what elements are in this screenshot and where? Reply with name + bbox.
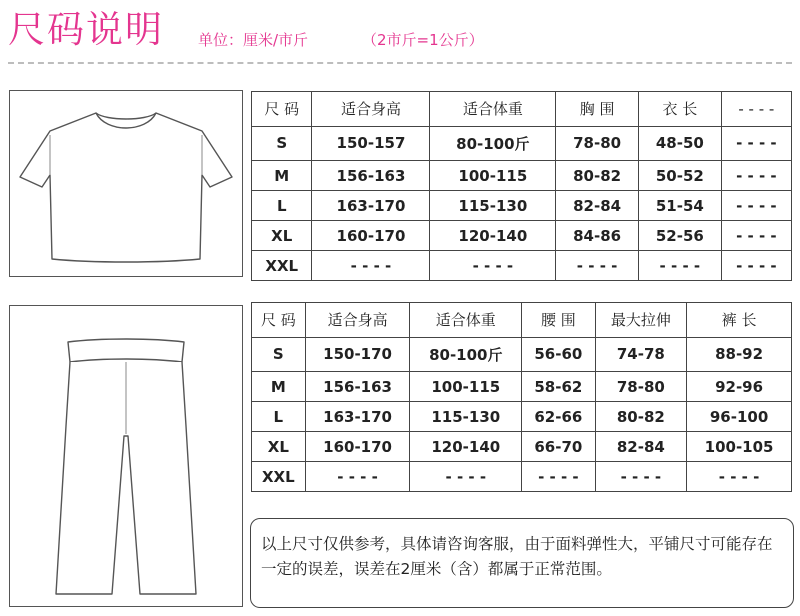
table-cell: - - - -	[721, 161, 791, 191]
table-header-row	[252, 303, 792, 338]
table-cell: 78-80	[595, 372, 687, 402]
unit-label: 单位：厘米/市斤	[198, 31, 309, 49]
table-cell: 84-86	[556, 221, 639, 251]
table-cell: 100-115	[430, 161, 556, 191]
table-cell: 160-170	[305, 432, 410, 462]
table-cell: 100-115	[410, 372, 522, 402]
table-cell: 150-170	[305, 337, 410, 372]
table-cell: 62-66	[522, 402, 595, 432]
column-header: 适合体重	[410, 303, 522, 338]
column-header: 适合身高	[305, 303, 410, 338]
column-header: - - - -	[721, 92, 791, 127]
table-row	[252, 221, 792, 251]
table-header-row	[252, 92, 792, 127]
table-cell: 82-84	[556, 191, 639, 221]
column-header: 最大拉伸	[595, 303, 687, 338]
column-header: 适合体重	[430, 92, 556, 127]
page-title: 尺码说明	[8, 8, 164, 51]
unit-conversion-note: （2市斤=1公斤）	[362, 31, 484, 49]
table-cell: - - - -	[410, 462, 522, 492]
table-cell: - - - -	[638, 251, 721, 281]
table-cell: - - - -	[721, 221, 791, 251]
table-cell: - - - -	[595, 462, 687, 492]
table-cell: 66-70	[522, 432, 595, 462]
table-cell: XL	[252, 432, 306, 462]
top-size-table	[251, 91, 792, 281]
table-cell: - - - -	[312, 251, 430, 281]
table-cell: 50-52	[638, 161, 721, 191]
table-cell: - - - -	[430, 251, 556, 281]
table-cell: 96-100	[687, 402, 792, 432]
table-cell: - - - -	[556, 251, 639, 281]
column-header: 裤 长	[687, 303, 792, 338]
column-header: 腰 围	[522, 303, 595, 338]
table-cell: 92-96	[687, 372, 792, 402]
table-cell: 160-170	[312, 221, 430, 251]
column-header: 尺 码	[252, 303, 306, 338]
table-cell: M	[252, 161, 312, 191]
table-cell: 52-56	[638, 221, 721, 251]
table-row	[252, 432, 792, 462]
table-cell: L	[252, 402, 306, 432]
table-cell: 48-50	[638, 126, 721, 161]
table-cell: 80-100斤	[410, 337, 522, 372]
table-cell: - - - -	[721, 251, 791, 281]
table-row	[252, 402, 792, 432]
pants-illustration-icon	[10, 306, 242, 606]
table-cell: L	[252, 191, 312, 221]
table-cell: 163-170	[312, 191, 430, 221]
table-row	[252, 337, 792, 372]
table-cell: XL	[252, 221, 312, 251]
table-cell: 80-100斤	[430, 126, 556, 161]
disclaimer-text: 以上尺寸仅供参考，具体请咨询客服，由于面料弹性大，平铺尺寸可能存在一定的误差，误差在2厘米（含）都属于正常范围。	[261, 535, 773, 578]
table-cell: 58-62	[522, 372, 595, 402]
tshirt-image-box	[9, 90, 243, 277]
table-cell: - - - -	[305, 462, 410, 492]
table-cell: 82-84	[595, 432, 687, 462]
table-cell: 120-140	[410, 432, 522, 462]
table-row	[252, 191, 792, 221]
column-header: 尺 码	[252, 92, 312, 127]
column-header: 胸 围	[556, 92, 639, 127]
table-cell: 150-157	[312, 126, 430, 161]
table-cell: 115-130	[430, 191, 556, 221]
table-cell: 80-82	[556, 161, 639, 191]
column-header: 适合身高	[312, 92, 430, 127]
dashed-divider	[8, 62, 792, 64]
table-cell: 100-105	[687, 432, 792, 462]
table-cell: 115-130	[410, 402, 522, 432]
table-cell: S	[252, 337, 306, 372]
table-cell: - - - -	[522, 462, 595, 492]
table-row	[252, 251, 792, 281]
table-cell: XXL	[252, 251, 312, 281]
table-cell: 74-78	[595, 337, 687, 372]
table-cell: 120-140	[430, 221, 556, 251]
table-cell: 156-163	[312, 161, 430, 191]
table-cell: - - - -	[721, 126, 791, 161]
table-cell: 88-92	[687, 337, 792, 372]
table-cell: 156-163	[305, 372, 410, 402]
table-row	[252, 372, 792, 402]
pants-image-box	[9, 305, 243, 607]
table-row	[252, 126, 792, 161]
table-cell: 78-80	[556, 126, 639, 161]
table-cell: 163-170	[305, 402, 410, 432]
table-row	[252, 462, 792, 492]
table-cell: XXL	[252, 462, 306, 492]
tshirt-illustration-icon	[10, 91, 242, 276]
table-cell: 51-54	[638, 191, 721, 221]
table-cell: S	[252, 126, 312, 161]
table-cell: - - - -	[721, 191, 791, 221]
disclaimer-note-box	[250, 518, 794, 608]
table-cell: M	[252, 372, 306, 402]
column-header: 衣 长	[638, 92, 721, 127]
table-cell: 56-60	[522, 337, 595, 372]
table-row	[252, 161, 792, 191]
bottom-size-table	[251, 302, 792, 492]
table-cell: - - - -	[687, 462, 792, 492]
table-cell: 80-82	[595, 402, 687, 432]
